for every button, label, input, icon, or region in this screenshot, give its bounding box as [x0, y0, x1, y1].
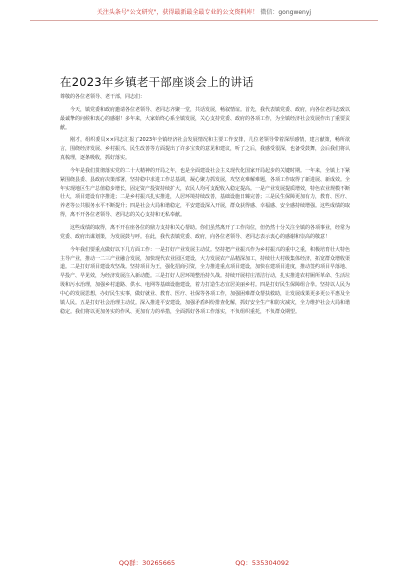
banner-divider	[30, 20, 378, 21]
footer-qq-group: QQ群：30265665	[118, 559, 176, 567]
page-footer	[0, 557, 408, 569]
document-paragraph: 这些成绩的取得，离不开在座各位的鼎力支持和关心帮助。你们虽然离开了工作岗位，但仍然十分关注全镇的各项事业，经常为党委、政府出谋划策，为发展鼓与呼。在此，我代表镇党委、政府，向各位老领导、老同志表示衷心的感谢和崇高的敬意！	[60, 224, 351, 240]
document-paragraph: 今年我们要重点做好以下几方面工作：一是打好产业发展主动仗。坚持把产业振兴作为乡村振兴的重中之重，积极培育壮大特色主导产业，推动一二三产业融合发展，加快现代农业园区建设，大力发展农产品精深加工，持续壮大村级集体经济，拓宽群众增收渠道。二是打好项目建设攻坚战。坚持项目为王，强化招商引资，全力推进重点项目建设，加快在建项目进度，推动签约项目早落地、早投产、早见效，为经济发展注入新动能。三是打好人居环境整治持久战。持续开展村庄清洁行动，扎实推进农村厕所革命、生活垃圾和污水治理，加强乡村道路、供水、电网等基础设施建设，着力打造生态宜居美丽乡村。四是打好民生保障组合拳。坚持以人民为中心的发展思想，办好民生实事，做好就业、教育、医疗、社保等各项工作，加强困难群众帮扶救助，让发展成果更多更公平惠及全镇人民。五是打好社会治理主动仗。深入推进平安建设，加强矛盾纠纷排查化解，抓好安全生产和防灾减灾，全力维护社会大局和谐稳定。我们将以更加务实的作风、更加有力的举措，全面抓好各项工作落实，不负组织重托，不负群众期望。	[60, 246, 351, 315]
top-banner	[0, 0, 408, 38]
banner-promo: 关注头条号"公文研究"，获得最新最全最专业的公文资料库！	[96, 9, 259, 16]
banner-wechat-id: 微信：gongwenyj	[260, 9, 312, 16]
document-paragraph: 今天，镇党委和政府邀请各位老领导、老同志齐聚一堂，共话发展，畅叙情谊。首先，我代表镇党委、政府，向各位老同志致以最诚挚的问候和衷心的感谢！多年来，大家始终心系全镇发展，关心支持党委、政府的各项工作，为全镇经济社会发展作出了重要贡献。	[60, 106, 351, 131]
document-salutation: 尊敬的各位老领导、老干部，同志们：	[60, 94, 146, 100]
document-paragraph: 今年是我们贯彻落实党的二十大精神的开局之年，也是全面建设社会主义现代化国家开局起步的关键时期。一年来，全镇上下紧紧围绕县委、县政府决策部署，坚持稳中求进工作总基调，凝心聚力抓发展，攻坚克难解难题，各项工作取得了新进展、新成效。全年实现地区生产总值稳步增长，固定资产投资持续扩大，农民人均可支配收入稳定提高。一是产业发展提质增效，特色农业规模不断壮大，项目建设有序推进；二是乡村振兴扎实推进，人居环境持续改善，基础设施日臻完善；三是民生保障更加有力，教育、医疗、养老等公共服务水平不断提升；四是社会大局和谐稳定，平安建设深入开展，群众获得感、幸福感、安全感持续增强。这些成绩的取得，离不开各位老领导、老同志的关心支持和无私奉献。	[60, 167, 351, 219]
document-title: 在2023年乡镇老干部座谈会上的讲话	[60, 74, 254, 89]
banner-text	[0, 9, 408, 17]
document-body	[60, 93, 350, 320]
document-paragraph: 刚才，组织委员××同志汇报了2023年全镇经济社会发展情况和主要工作安排，几位老领导带着深厚感情，建言献策，畅所欲言，围绕经济发展、乡村振兴、民生改善等方面提出了许多宝贵的意见和建议，听了之后，我感受很深，也备受鼓舞，会后我们将认真梳理，逐条吸收，抓好落实。	[60, 137, 351, 162]
footer-qq: QQ：535304092	[235, 559, 290, 567]
